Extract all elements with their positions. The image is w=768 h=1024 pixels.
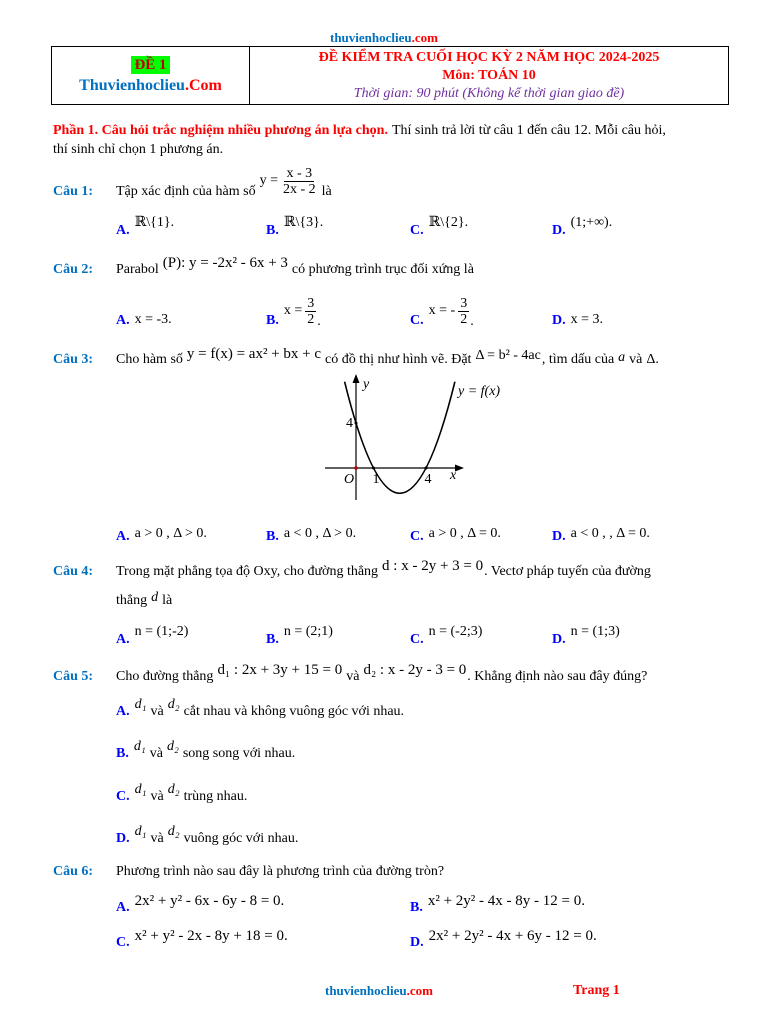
graph-x-axis-arrow: [455, 465, 464, 472]
option-b: [266, 520, 356, 554]
option-text: cắt nhau và không vuông góc với nhau.: [183, 704, 405, 719]
option-key: C.: [410, 313, 424, 328]
question-text: Cho hàm số: [116, 352, 183, 367]
line-d2: d₂: [167, 782, 180, 797]
option-key: B.: [266, 632, 279, 647]
graph-x-axis-label: x: [450, 468, 457, 483]
option-a: [116, 214, 174, 248]
option-d: [552, 304, 603, 338]
graph-root-point: [425, 467, 428, 470]
option-value: a > 0 , Δ > 0.: [134, 526, 207, 541]
question-text: . Vectơ pháp tuyến của đường: [484, 564, 651, 579]
question-6: [53, 855, 444, 889]
question-text: là: [162, 593, 173, 608]
option-text: song song với nhau.: [182, 746, 296, 761]
fraction: [281, 166, 318, 197]
part1-instructions-1: Thí sinh trả lời từ câu 1 đến câu 12. Mỗi câu hỏi,: [391, 123, 666, 138]
option-key: B.: [266, 313, 279, 328]
option-value: ℝ\{1}.: [134, 215, 175, 230]
exam-number: ĐỀ 1: [131, 56, 169, 74]
option-value: n = (1;3): [570, 624, 620, 639]
site-name: thuvienhoclieu: [330, 30, 412, 45]
variable-delta: Δ.: [646, 352, 659, 367]
option-value: x = -3.: [134, 312, 172, 327]
option-period: .: [317, 314, 321, 329]
formula-lhs: y =: [259, 173, 278, 188]
option-value: a < 0 , Δ > 0.: [283, 526, 357, 541]
part1-instructions-2: thí sinh chỉ chọn 1 phương án.: [53, 142, 224, 157]
fraction-numerator: 3: [307, 295, 315, 311]
fraction: [305, 296, 316, 327]
option-text: trùng nhau.: [183, 789, 248, 804]
option-key: A.: [116, 313, 130, 328]
option-b: [116, 737, 295, 771]
option-key: A.: [116, 529, 130, 544]
option-b: [266, 214, 323, 248]
graph-x-tick-label: 4: [424, 472, 432, 487]
brand-logo: [79, 76, 222, 96]
option-text: và: [150, 704, 164, 719]
line-d2: d₂: [167, 697, 180, 712]
option-key: B.: [266, 529, 279, 544]
variable-d: d: [151, 590, 159, 605]
question-text: Trong mặt phẳng tọa độ Oxy, cho đường thẳng: [116, 564, 379, 579]
question-5: [53, 660, 647, 694]
question-formula: (P): y = -2x² - 6x + 3: [162, 255, 288, 271]
option-d: [552, 214, 612, 248]
fraction: [458, 296, 469, 327]
question-text: và: [346, 669, 360, 684]
question-text: Parabol: [116, 262, 159, 277]
graph-origin-point: [354, 466, 358, 470]
question-label: Câu 4:: [53, 564, 94, 579]
line-d1-equation: d₁ : 2x + 3y + 15 = 0: [217, 662, 343, 678]
question-text: Tập xác định của hàm số: [116, 184, 256, 199]
graph-origin-label: O: [343, 472, 355, 487]
exam-title: ĐỀ KIỂM TRA CUỐI HỌC KỲ 2 NĂM HỌC 2024-2025: [318, 49, 660, 65]
line-d1: d₁: [134, 782, 147, 797]
option-d: [410, 926, 597, 960]
line-d2-equation: d₂ : x - 2y - 3 = 0: [363, 662, 467, 678]
header-left-cell: [52, 47, 250, 104]
option-value: n = (1;-2): [134, 624, 189, 639]
option-a: [116, 304, 172, 338]
question-label: Câu 2:: [53, 262, 94, 277]
option-a: [116, 520, 207, 554]
option-d: [116, 822, 298, 856]
option-text: và: [150, 831, 164, 846]
footer-site-name: thuvienhoclieu: [325, 983, 407, 998]
option-key: D.: [116, 831, 130, 846]
graph-y-axis-label: y: [363, 377, 370, 392]
option-text: và: [149, 746, 163, 761]
option-value: a > 0 , Δ = 0.: [428, 526, 501, 541]
option-d: [552, 520, 650, 554]
option-value: 2x² + y² - 6x - 6y - 8 = 0.: [134, 893, 285, 909]
line-d1: d₁: [133, 739, 146, 754]
option-key: C.: [116, 935, 130, 950]
option-key: C.: [410, 223, 424, 238]
question-text: Phương trình nào sau đây là phương trình của đường tròn?: [116, 864, 445, 879]
exam-subject: Môn: TOÁN 10: [442, 67, 536, 83]
question-formula: [260, 166, 318, 197]
option-a: [116, 695, 404, 729]
fraction-denominator: 2: [460, 311, 468, 327]
fraction-denominator: 2: [307, 311, 315, 327]
question-text: . Khẳng định nào sau đây đúng?: [467, 669, 648, 684]
option-text: và: [150, 789, 164, 804]
question-4-line-2: [116, 584, 172, 618]
question-text: có phương trình trục đối xứng là: [291, 262, 474, 277]
option-value: (1;+∞).: [570, 215, 613, 230]
option-key: C.: [410, 529, 424, 544]
question-formula: d : x - 2y + 3 = 0: [382, 558, 484, 574]
fraction-denominator: 2x - 2: [282, 181, 316, 197]
question-label: Câu 5:: [53, 669, 94, 684]
brand-tld: .Com: [184, 76, 222, 94]
footer-site-tld: .com: [406, 983, 433, 998]
option-period: .: [470, 314, 474, 329]
delta-definition: Δ = b² - 4ac: [475, 348, 541, 363]
question-2: [53, 253, 474, 287]
option-value: 2x² + 2y² - 4x + 6y - 12 = 0.: [428, 928, 597, 944]
line-d2: d₂: [166, 739, 179, 754]
site-tld: .com: [411, 30, 438, 45]
question-text: có đồ thị như hình vẽ. Đặt: [325, 352, 472, 367]
option-key: C.: [410, 632, 424, 647]
option-value: n = (2;1): [283, 624, 333, 639]
option-key: C.: [116, 789, 130, 804]
graph-y-intercept-point: [355, 422, 358, 425]
question-text: là: [321, 184, 332, 199]
option-key: A.: [116, 900, 130, 915]
question-text: thẳng: [116, 593, 148, 608]
page-number-label: Trang 1: [573, 983, 620, 998]
part1-line-2: [53, 133, 223, 167]
question-1: [53, 165, 332, 209]
question-label: Câu 3:: [53, 352, 94, 367]
option-b: [410, 891, 585, 925]
option-key: D.: [552, 313, 566, 328]
graph-y-tick-label: 4: [346, 416, 353, 431]
part1-heading: Phần 1. Câu hỏi trắc nghiệm nhiều phương án lựa chọn.: [53, 123, 388, 138]
option-key: D.: [552, 529, 566, 544]
option-c: [116, 926, 288, 960]
option-key: B.: [266, 223, 279, 238]
graph-y-axis-arrow: [353, 374, 360, 383]
option-b: [266, 295, 321, 338]
option-c: [116, 780, 247, 814]
option-value: x² + 2y² - 4x - 8y - 12 = 0.: [427, 893, 585, 909]
question-label: Câu 6:: [53, 864, 94, 879]
option-key: B.: [116, 746, 129, 761]
option-value: a < 0 , , Δ = 0.: [570, 526, 650, 541]
question-label: Câu 1:: [53, 184, 94, 199]
option-c: [410, 214, 468, 248]
option-value: n = (-2;3): [428, 624, 483, 639]
option-key: A.: [116, 704, 130, 719]
option-key: D.: [410, 935, 424, 950]
graph-x-tick-label: 1: [372, 472, 380, 487]
option-d: [552, 623, 620, 657]
formula-lhs: x = -: [428, 303, 456, 318]
brand-name: Thuvienhoclieu: [79, 76, 185, 94]
graph-curve-label: y = f(x): [458, 384, 501, 399]
graph-root-point: [372, 467, 375, 470]
option-value: x² + y² - 2x - 8y + 18 = 0.: [134, 928, 288, 944]
option-key: A.: [116, 632, 130, 647]
option-c: [410, 520, 501, 554]
formula-lhs: x =: [283, 303, 303, 318]
option-value: [429, 296, 470, 327]
question-text: , tìm dấu của: [541, 352, 615, 367]
option-c: [410, 295, 474, 338]
option-value: ℝ\{3}.: [283, 215, 324, 230]
line-d2: d₂: [167, 824, 180, 839]
option-a: [116, 891, 284, 925]
exam-duration: Thời gian: 90 phút (Không kể thời gian giao đề): [353, 85, 625, 101]
option-key: A.: [116, 223, 130, 238]
option-key: B.: [410, 900, 423, 915]
question-text: và: [629, 352, 643, 367]
graph-parabola: [345, 382, 455, 494]
parabola-graph: [300, 368, 540, 508]
option-value: ℝ\{2}.: [428, 215, 469, 230]
footer-site: [325, 974, 433, 1008]
option-c: [410, 623, 482, 657]
variable-a: a: [618, 350, 626, 365]
exam-header: [51, 46, 729, 105]
option-key: D.: [552, 223, 566, 238]
option-value: x = 3.: [570, 312, 604, 327]
option-a: [116, 623, 188, 657]
line-d1: d₁: [134, 697, 147, 712]
option-text: vuông góc với nhau.: [183, 831, 299, 846]
question-formula: y = f(x) = ax² + bx + c: [186, 346, 322, 362]
header-right-cell: [250, 47, 728, 104]
fraction-numerator: 3: [460, 295, 468, 311]
option-b: [266, 623, 333, 657]
fraction-numerator: x - 3: [286, 165, 313, 181]
page-number: [573, 974, 620, 1008]
question-text: Cho đường thẳng: [116, 669, 214, 684]
option-value: [284, 296, 316, 327]
option-key: D.: [552, 632, 566, 647]
line-d1: d₁: [134, 824, 147, 839]
